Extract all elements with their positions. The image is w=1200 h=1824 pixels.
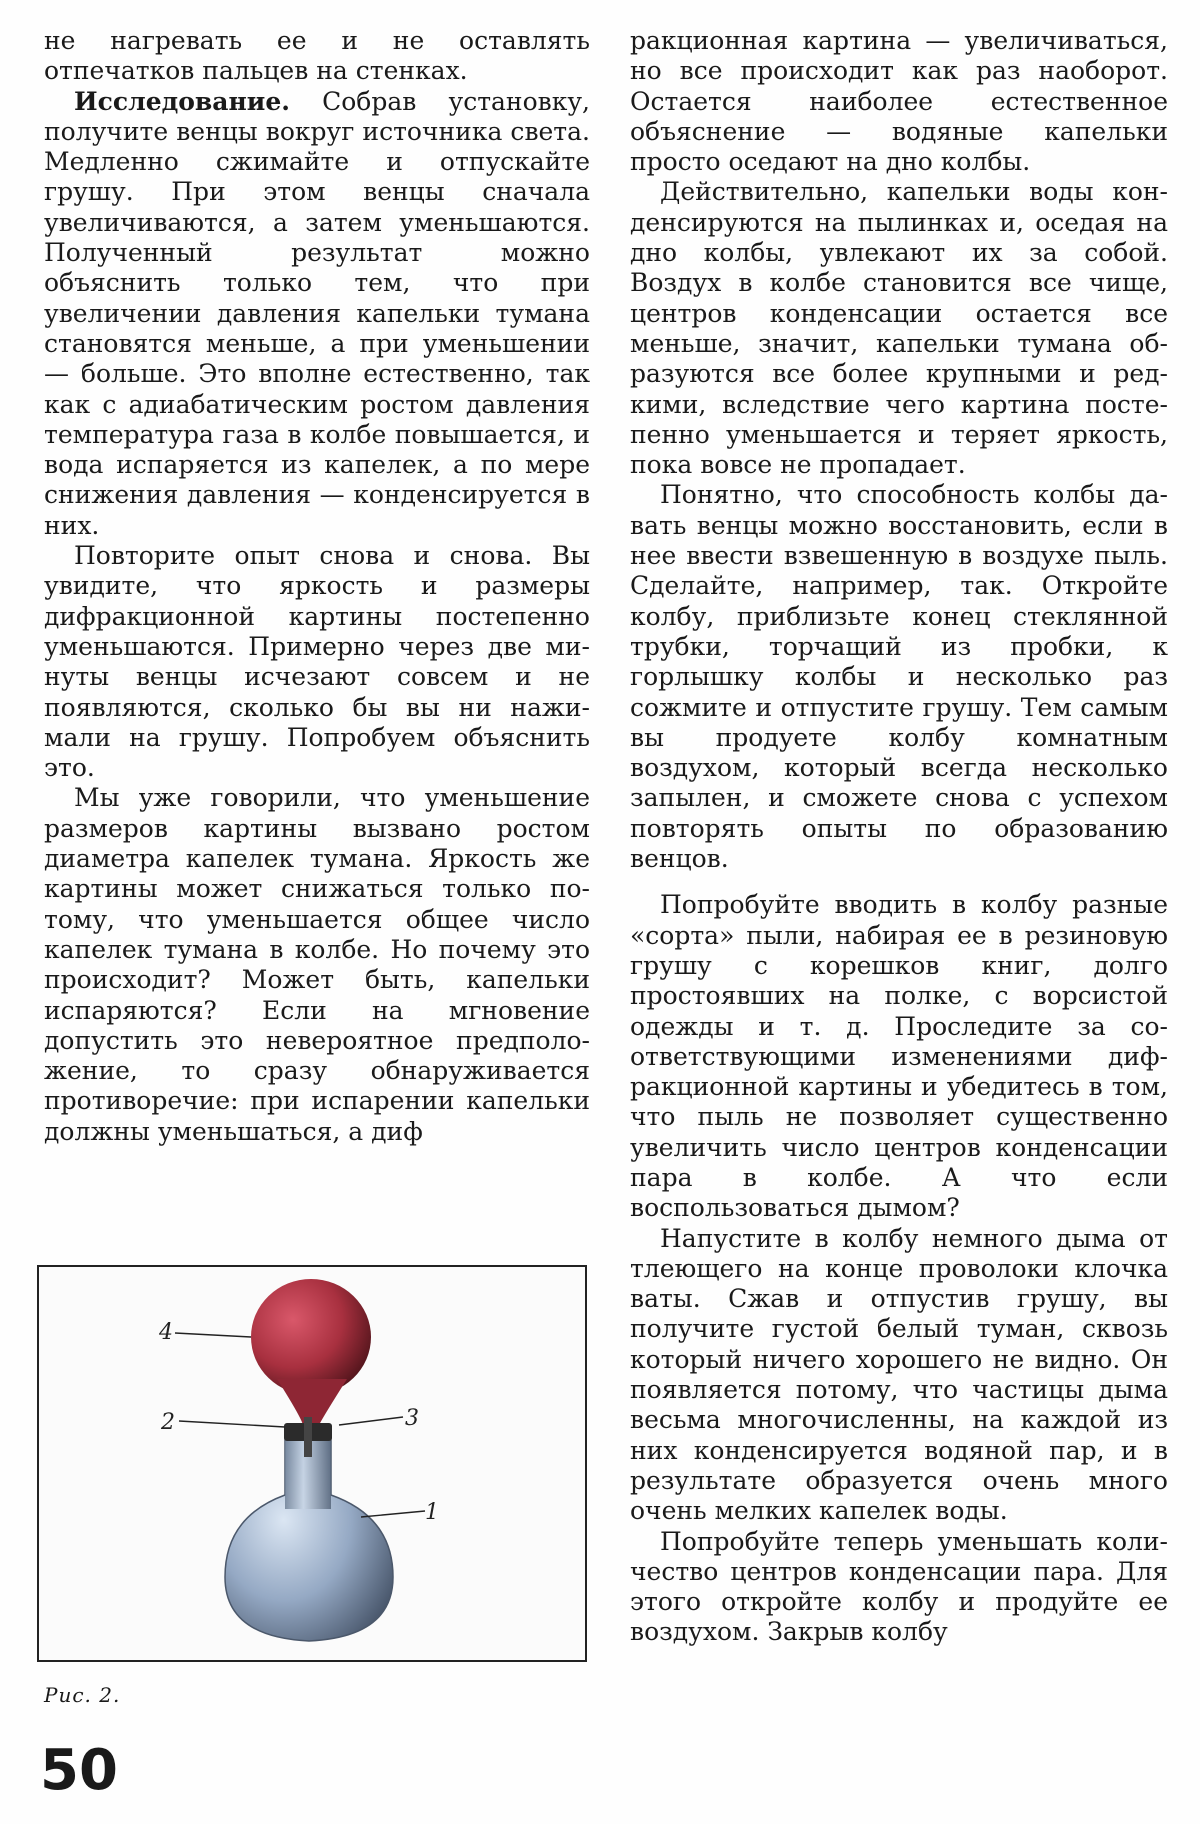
page-number: 50: [40, 1738, 118, 1803]
label-4: 4: [159, 1320, 173, 1345]
right-text-column: [630, 26, 1168, 1648]
paragraph-text: Собрав установку, получите венцы вокруг источника света. Медленно сжимайте и отпускайте грушу. При этом венцы сначала увеличиваются, а затем уменьшаются. Полученный результат можно объяснить только тем, что при увеличении давления капельки тумана становятся меньше, а при уменьшении — больше. Это вполне естественно, так как с адиабатическим ростом давления температура газа в колбе повышается, и вода испаряется из капелек, а по мере снижения давления — конденсируется в них.: [44, 86, 590, 540]
flask-illustration: [39, 1267, 585, 1660]
label-2: 2: [161, 1410, 175, 1435]
left-text-column: [44, 26, 590, 1147]
label-3: 3: [405, 1406, 419, 1431]
paragraph: Мы уже говорили, что уменьшение размеров картины вызвано ростом диаметра капелек тумана. Яркость же картины может снижаться только потому, что уменьшается общее число капелек тумана в колбе. Но почему это происходит? Может быть, капельки испаряются? Если на мгновение допустить это невероятное предположение, то сразу обнаруживается противоречие: при испарении капельки должны уменьшаться, а диф: [44, 783, 590, 1146]
paragraph: Понятно, что способность колбы давать венцы можно восстановить, если в нее ввести взвешенную в воздухе пыль. Сделайте, например, так. Откройте колбу, приблизьте конец стеклянной трубки, торчащий из пробки, к горлышку колбы и несколько раз сожмите и отпустите грушу. Тем самым вы продуете колбу комнатным воздухом, который всегда несколько запылен, и сможете снова с успехом повторять опыты по образованию венцов.: [630, 480, 1168, 874]
paragraph: Действительно, капельки воды конденсируются на пылинках и, оседая на дно колбы, увлекают их за собой. Воздух в колбе становится все чище, центров конденсации остается все меньше, значит, капельки тумана образуются все более крупными и редкими, вследствие чего картина постепенно уменьшается и теряет яркость, пока вовсе не пропадает.: [630, 177, 1168, 480]
paragraph: не нагревать ее и не оставлять отпечатков пальцев на стенках.: [44, 26, 590, 86]
figure-caption: Рис. 2.: [44, 1683, 121, 1707]
paragraph: Попробуйте теперь уменьшать количество центров конденсации пара. Для этого откройте колбу и продуйте ее воздухом. Закрыв колбу: [630, 1526, 1168, 1647]
figure-flask-apparatus: [37, 1265, 587, 1662]
section-runin-heading: Исследование.: [74, 86, 290, 116]
paragraph: Попробуйте вводить в колбу разные «сорта» пыли, набирая ее в резиновую грушу с корешков книг, долго простоявших на полке, с ворсистой одежды и т. д. Проследите за соответствующими изменениями дифракционной картины и убедитесь в том, что пыль не позволяет существенно увеличить число центров конденсации пара в колбе. А что если воспользоваться дымом?: [630, 890, 1168, 1223]
paragraph: Повторите опыт снова и снова. Вы увидите, что яркость и размеры дифракционной картины постепенно уменьшаются. Примерно через две минуты венцы исчезают совсем и не появляются, сколько бы вы ни нажимали на грушу. Попробуем объяснить это.: [44, 541, 590, 783]
paragraph: ракционная картина — увеличиваться, но все происходит как раз наоборот. Остается наиболее естественное объяснение — водяные капельки просто оседают на дно колбы.: [630, 26, 1168, 177]
paragraph: Напустите в колбу немного дыма от тлеющего на конце проволоки клочка ваты. Сжав и отпустив грушу, вы получите густой белый туман, сквозь который ничего хорошего не видно. Он появляется потому, что частицы дыма весьма многочисленны, на каждой из них конденсируется водяной пар, и в результате образуется очень много очень мелких капелек воды.: [630, 1223, 1168, 1526]
rubber-bulb: [251, 1279, 371, 1425]
label-1: 1: [425, 1500, 439, 1525]
paragraph: [44, 87, 590, 541]
flask: [225, 1439, 393, 1641]
